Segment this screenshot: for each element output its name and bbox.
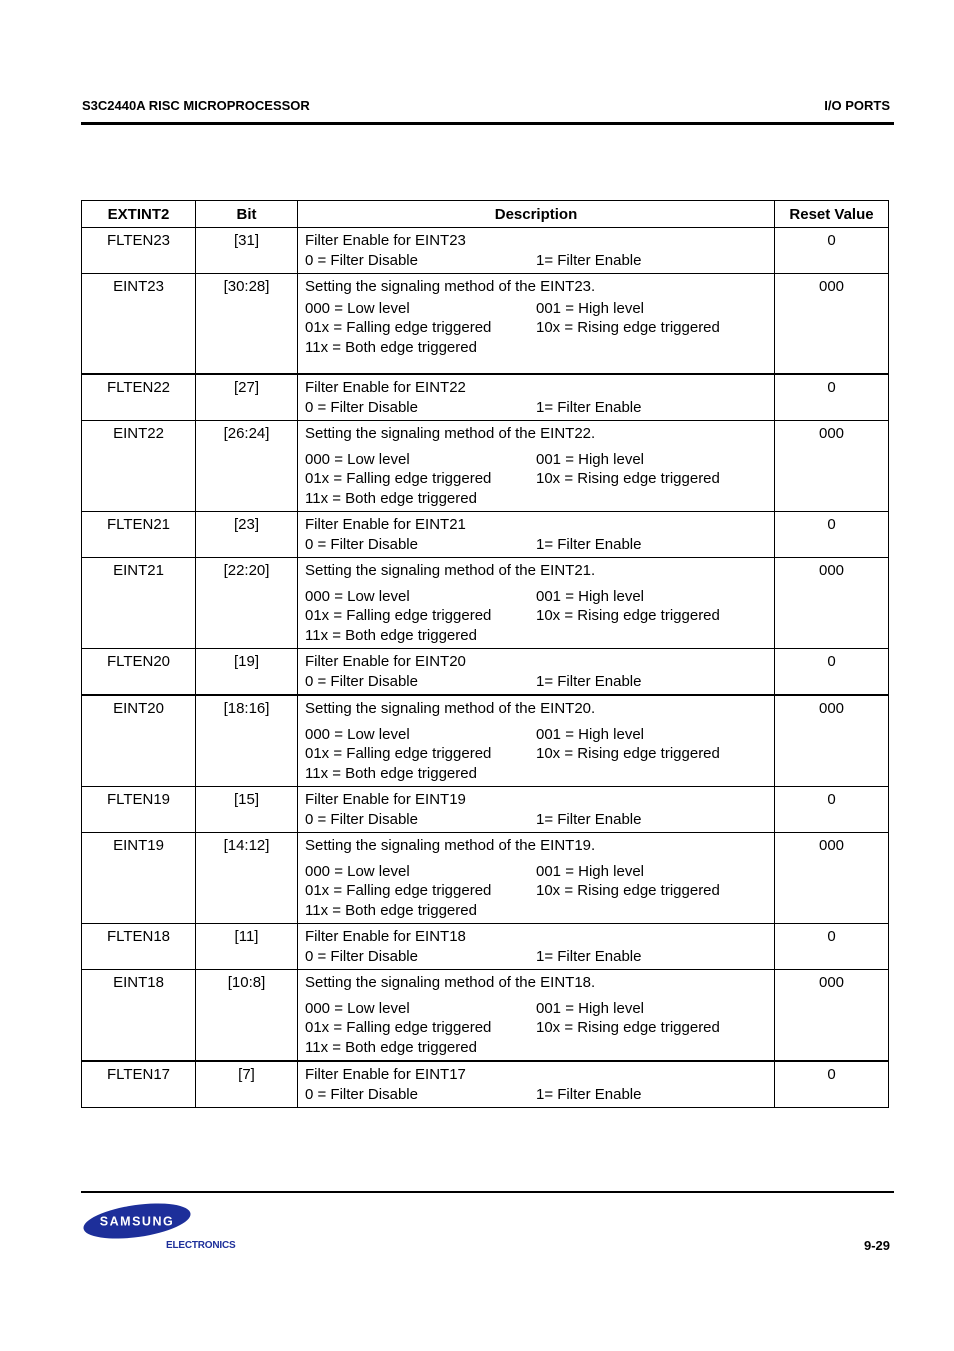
bit-range-cell: [27] (196, 374, 298, 421)
description-cell (298, 558, 775, 649)
option-falling-edge: 01x = Falling edge triggered (305, 1019, 492, 1036)
description-summary: Setting the signaling method of the EINT21. (305, 562, 596, 579)
option-low-level: 000 = Low level (305, 587, 410, 605)
description-summary: Filter Enable for EINT17 (305, 1066, 466, 1083)
option-line (305, 744, 774, 764)
option-low-level: 000 = Low level (305, 999, 410, 1017)
option-rising-edge: 10x = Rising edge triggered (536, 745, 720, 762)
reset-value-cell: 0 (775, 1061, 889, 1108)
field-name-cell: FLTEN20 (82, 649, 196, 696)
column-header-reset-value: Reset Value (775, 201, 889, 228)
option-filter-disable: 0 = Filter Disable (305, 398, 418, 416)
description-summary: Filter Enable for EINT21 (305, 516, 466, 533)
reset-value-cell: 000 (775, 274, 889, 375)
option-rising-edge: 10x = Rising edge triggered (536, 882, 720, 899)
table-row (82, 970, 889, 1062)
option-line (305, 862, 774, 882)
description-summary: Filter Enable for EINT19 (305, 791, 466, 808)
description-summary: Setting the signaling method of the EINT18. (305, 974, 596, 991)
table-header-row (82, 201, 889, 228)
option-line (305, 469, 774, 489)
option-rising-edge: 10x = Rising edge triggered (536, 607, 720, 624)
option-filter-enable: 1= Filter Enable (536, 535, 642, 553)
description-summary: Setting the signaling method of the EINT19. (305, 837, 596, 854)
option-line (305, 1018, 774, 1038)
option-line (305, 318, 774, 338)
field-name-cell: EINT20 (82, 695, 196, 787)
field-name-cell: EINT21 (82, 558, 196, 649)
description-cell (298, 228, 775, 274)
option-rising-edge: 10x = Rising edge triggered (536, 1019, 720, 1036)
field-name-cell: FLTEN21 (82, 512, 196, 558)
option-line (305, 672, 774, 692)
option-filter-enable: 1= Filter Enable (536, 1085, 642, 1103)
option-both-edge: 11x = Both edge triggered (305, 338, 477, 356)
description-cell (298, 970, 775, 1062)
option-line (305, 535, 774, 555)
bit-range-cell: [22:20] (196, 558, 298, 649)
option-both-edge: 11x = Both edge triggered (305, 1038, 477, 1056)
reset-value-cell: 0 (775, 512, 889, 558)
reset-value-cell: 000 (775, 833, 889, 924)
option-low-level: 000 = Low level (305, 450, 410, 468)
description-summary: Filter Enable for EINT20 (305, 653, 466, 670)
reset-value-cell: 0 (775, 924, 889, 970)
page-number: 9-29 (863, 1238, 890, 1253)
reset-value-cell: 0 (775, 228, 889, 274)
description-summary: Filter Enable for EINT18 (305, 928, 466, 945)
description-summary: Setting the signaling method of the EINT23. (305, 278, 596, 295)
option-line (305, 606, 774, 626)
column-header-bit: Bit (196, 201, 298, 228)
option-filter-disable: 0 = Filter Disable (305, 251, 418, 269)
bit-range-cell: [14:12] (196, 833, 298, 924)
option-filter-disable: 0 = Filter Disable (305, 1085, 418, 1103)
table-row (82, 274, 889, 375)
option-high-level: 001 = High level (536, 587, 644, 605)
register-table (81, 200, 889, 1108)
option-line (305, 999, 774, 1019)
option-low-level: 000 = Low level (305, 862, 410, 880)
description-summary: Filter Enable for EINT23 (305, 232, 466, 249)
reset-value-cell: 000 (775, 421, 889, 512)
option-both-edge: 11x = Both edge triggered (305, 764, 477, 782)
reset-value-cell: 000 (775, 695, 889, 787)
option-high-level: 001 = High level (536, 862, 644, 880)
option-low-level: 000 = Low level (305, 725, 410, 743)
table-row (82, 695, 889, 787)
field-name-cell: EINT22 (82, 421, 196, 512)
option-filter-disable: 0 = Filter Disable (305, 535, 418, 553)
bit-range-cell: [15] (196, 787, 298, 833)
reset-value-cell: 000 (775, 970, 889, 1062)
bit-range-cell: [18:16] (196, 695, 298, 787)
field-name-cell: EINT19 (82, 833, 196, 924)
option-rising-edge: 10x = Rising edge triggered (536, 319, 720, 336)
bit-range-cell: [30:28] (196, 274, 298, 375)
field-name-cell: FLTEN17 (82, 1061, 196, 1108)
samsung-logo (82, 1202, 194, 1245)
option-both-edge: 11x = Both edge triggered (305, 489, 477, 507)
description-cell (298, 512, 775, 558)
option-line (305, 810, 774, 830)
option-falling-edge: 01x = Falling edge triggered (305, 470, 492, 487)
table-row (82, 558, 889, 649)
description-cell (298, 1061, 775, 1108)
option-falling-edge: 01x = Falling edge triggered (305, 319, 492, 336)
running-header-section: I/O PORTS (824, 98, 890, 113)
option-line (305, 725, 774, 745)
field-name-cell: EINT23 (82, 274, 196, 375)
option-line (305, 398, 774, 418)
description-cell (298, 924, 775, 970)
table-row (82, 421, 889, 512)
reset-value-cell: 0 (775, 787, 889, 833)
bit-range-cell: [23] (196, 512, 298, 558)
column-header-description: Description (298, 201, 775, 228)
reset-value-cell: 000 (775, 558, 889, 649)
option-filter-enable: 1= Filter Enable (536, 251, 642, 269)
description-summary: Filter Enable for EINT22 (305, 379, 466, 396)
table-row (82, 833, 889, 924)
footer-rule (81, 1191, 894, 1193)
option-high-level: 001 = High level (536, 999, 644, 1017)
bit-range-cell: [7] (196, 1061, 298, 1108)
option-filter-enable: 1= Filter Enable (536, 947, 642, 965)
reset-value-cell: 0 (775, 374, 889, 421)
option-line (305, 299, 774, 319)
description-cell (298, 787, 775, 833)
field-name-cell: FLTEN23 (82, 228, 196, 274)
description-cell (298, 421, 775, 512)
option-filter-enable: 1= Filter Enable (536, 398, 642, 416)
option-filter-disable: 0 = Filter Disable (305, 672, 418, 690)
option-line (305, 947, 774, 967)
option-falling-edge: 01x = Falling edge triggered (305, 882, 492, 899)
table-row (82, 787, 889, 833)
field-name-cell: FLTEN18 (82, 924, 196, 970)
table-row (82, 1061, 889, 1108)
description-cell (298, 274, 775, 375)
description-cell (298, 833, 775, 924)
option-line (305, 587, 774, 607)
electronics-wordmark: ELECTRONICS (166, 1240, 236, 1251)
bit-range-cell: [26:24] (196, 421, 298, 512)
option-filter-enable: 1= Filter Enable (536, 672, 642, 690)
option-both-edge: 11x = Both edge triggered (305, 626, 477, 644)
option-filter-enable: 1= Filter Enable (536, 810, 642, 828)
field-name-cell: EINT18 (82, 970, 196, 1062)
bit-range-cell: [11] (196, 924, 298, 970)
table-row (82, 228, 889, 274)
option-line (305, 251, 774, 271)
table-row (82, 924, 889, 970)
option-filter-disable: 0 = Filter Disable (305, 947, 418, 965)
option-falling-edge: 01x = Falling edge triggered (305, 607, 492, 624)
table-row (82, 512, 889, 558)
option-falling-edge: 01x = Falling edge triggered (305, 745, 492, 762)
header-rule (81, 122, 894, 125)
description-summary: Setting the signaling method of the EINT22. (305, 425, 596, 442)
column-header-extint2: EXTINT2 (82, 201, 196, 228)
option-rising-edge: 10x = Rising edge triggered (536, 470, 720, 487)
bit-range-cell: [10:8] (196, 970, 298, 1062)
option-high-level: 001 = High level (536, 299, 644, 317)
description-cell (298, 695, 775, 787)
description-summary: Setting the signaling method of the EINT20. (305, 700, 596, 717)
table-row (82, 374, 889, 421)
bit-range-cell: [31] (196, 228, 298, 274)
option-high-level: 001 = High level (536, 450, 644, 468)
table-row (82, 649, 889, 696)
bit-range-cell: [19] (196, 649, 298, 696)
option-line (305, 881, 774, 901)
description-cell (298, 374, 775, 421)
reset-value-cell: 0 (775, 649, 889, 696)
option-high-level: 001 = High level (536, 725, 644, 743)
svg-text:SAMSUNG: SAMSUNG (99, 1214, 175, 1229)
description-cell (298, 649, 775, 696)
option-filter-disable: 0 = Filter Disable (305, 810, 418, 828)
field-name-cell: FLTEN22 (82, 374, 196, 421)
option-line (305, 1085, 774, 1105)
running-header-title: S3C2440A RISC MICROPROCESSOR (82, 98, 310, 113)
option-line (305, 450, 774, 470)
field-name-cell: FLTEN19 (82, 787, 196, 833)
option-both-edge: 11x = Both edge triggered (305, 901, 477, 919)
option-low-level: 000 = Low level (305, 299, 410, 317)
